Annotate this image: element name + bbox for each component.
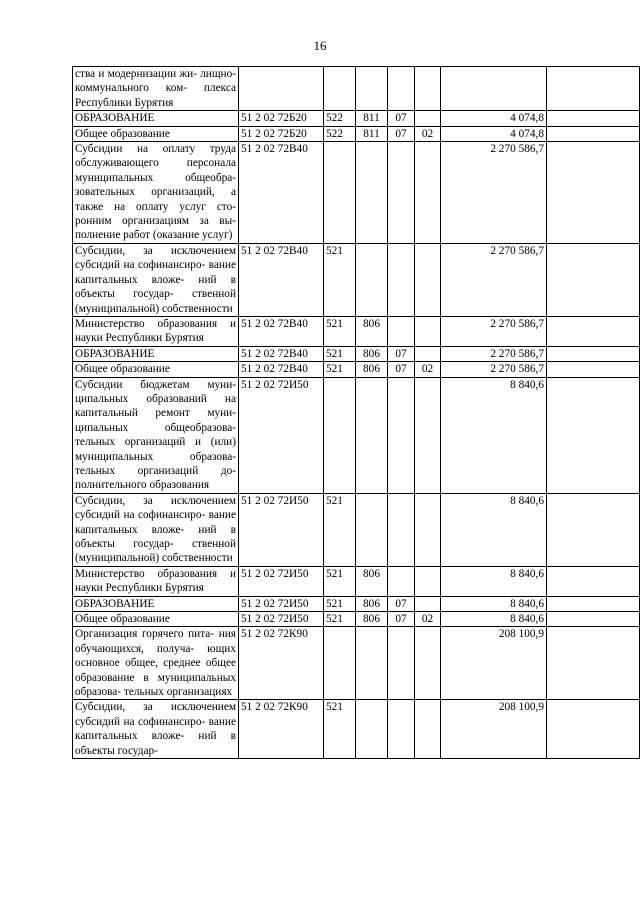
cell-ministry-code	[356, 142, 388, 244]
cell-extra	[547, 612, 640, 627]
cell-name: Общее образование	[73, 126, 239, 141]
cell-amount: 4 074,8	[441, 126, 547, 141]
cell-extra	[547, 316, 640, 346]
cell-ministry-code	[356, 700, 388, 759]
cell-target-article: 51 2 02 72В40	[239, 316, 324, 346]
cell-expense-type: 521	[324, 362, 356, 377]
cell-name: Субсидии на оплату труда обслуживающего персонала муниципальных общеобра- зовательных организаций, а также на оплату услуг сто- ронним организациям за вы- полнение работ (оказание услуг)	[73, 142, 239, 244]
cell-subsection	[415, 493, 441, 566]
cell-section: 07	[388, 596, 415, 611]
cell-amount: 8 840,6	[441, 566, 547, 596]
cell-name: ства и модернизации жи- лищно-коммунального ком- плекса Республики Бурятия	[73, 67, 239, 111]
cell-ministry-code: 806	[356, 362, 388, 377]
cell-ministry-code: 806	[356, 566, 388, 596]
cell-extra	[547, 493, 640, 566]
cell-subsection	[415, 67, 441, 111]
cell-section	[388, 142, 415, 244]
cell-extra	[547, 566, 640, 596]
cell-amount	[441, 67, 547, 111]
cell-amount: 2 270 586,7	[441, 316, 547, 346]
cell-ministry-code: 811	[356, 111, 388, 126]
cell-ministry-code	[356, 243, 388, 316]
cell-subsection	[415, 346, 441, 361]
cell-expense-type: 521	[324, 612, 356, 627]
table-row	[73, 566, 640, 596]
cell-section	[388, 316, 415, 346]
cell-section	[388, 493, 415, 566]
cell-ministry-code: 806	[356, 596, 388, 611]
cell-expense-type: 522	[324, 126, 356, 141]
table-row	[73, 142, 640, 244]
cell-name: ОБРАЗОВАНИЕ	[73, 111, 239, 126]
cell-subsection	[415, 142, 441, 244]
table-row	[73, 111, 640, 126]
cell-name: Министерство образования и науки Республики Бурятия	[73, 566, 239, 596]
table-row	[73, 627, 640, 700]
cell-target-article: 51 2 02 72И50	[239, 493, 324, 566]
table-row	[73, 126, 640, 141]
table-row	[73, 377, 640, 493]
cell-amount: 2 270 586,7	[441, 142, 547, 244]
cell-subsection	[415, 566, 441, 596]
table-row	[73, 67, 640, 111]
cell-extra	[547, 596, 640, 611]
cell-ministry-code: 811	[356, 126, 388, 141]
cell-extra	[547, 346, 640, 361]
cell-section	[388, 627, 415, 700]
cell-section: 07	[388, 111, 415, 126]
cell-section	[388, 566, 415, 596]
cell-extra	[547, 627, 640, 700]
cell-name: Министерство образования и науки Республики Бурятия	[73, 316, 239, 346]
cell-name: ОБРАЗОВАНИЕ	[73, 346, 239, 361]
cell-subsection: 02	[415, 612, 441, 627]
table-row	[73, 596, 640, 611]
cell-amount: 4 074,8	[441, 111, 547, 126]
cell-expense-type: 521	[324, 596, 356, 611]
cell-extra	[547, 700, 640, 759]
cell-amount: 8 840,6	[441, 612, 547, 627]
table-row	[73, 493, 640, 566]
cell-subsection	[415, 316, 441, 346]
cell-ministry-code	[356, 377, 388, 493]
cell-subsection	[415, 243, 441, 316]
table-row	[73, 700, 640, 759]
cell-name: Субсидии бюджетам муни- ципальных образований на капитальный ремонт муни- ципальных общеобразова- тельных организаций и (или) муниципальных образова- тельных организаций до- полнительного образования	[73, 377, 239, 493]
cell-name: Общее образование	[73, 362, 239, 377]
cell-expense-type	[324, 67, 356, 111]
cell-extra	[547, 243, 640, 316]
cell-expense-type: 522	[324, 111, 356, 126]
cell-extra	[547, 377, 640, 493]
cell-extra	[547, 67, 640, 111]
cell-expense-type: 521	[324, 243, 356, 316]
cell-expense-type	[324, 377, 356, 493]
cell-amount: 8 840,6	[441, 596, 547, 611]
cell-subsection: 02	[415, 126, 441, 141]
cell-amount: 2 270 586,7	[441, 243, 547, 316]
cell-section	[388, 243, 415, 316]
cell-target-article: 51 2 02 72И50	[239, 566, 324, 596]
cell-section: 07	[388, 346, 415, 361]
cell-expense-type: 521	[324, 316, 356, 346]
cell-target-article: 51 2 02 72И50	[239, 612, 324, 627]
cell-target-article: 51 2 02 72В40	[239, 346, 324, 361]
cell-subsection	[415, 111, 441, 126]
cell-expense-type	[324, 627, 356, 700]
cell-expense-type: 521	[324, 346, 356, 361]
cell-name: Субсидии, за исключением субсидий на софинансиро- вание капитальных вложе- ний в объекты государ-	[73, 700, 239, 759]
cell-amount: 8 840,6	[441, 493, 547, 566]
cell-section	[388, 67, 415, 111]
cell-name: Субсидии, за исключением субсидий на софинансиро- вание капитальных вложе- ний в объекты государ- ственной (муниципальной) собственности	[73, 493, 239, 566]
table-row	[73, 316, 640, 346]
cell-section	[388, 377, 415, 493]
cell-name: Организация горячего пита- ния обучающихся, получа- ющих основное общее, среднее общее образование в муниципальных образова- тельных организациях	[73, 627, 239, 700]
cell-amount: 208 100,9	[441, 700, 547, 759]
cell-ministry-code	[356, 67, 388, 111]
cell-amount: 2 270 586,7	[441, 362, 547, 377]
cell-target-article: 51 2 02 72Б20	[239, 126, 324, 141]
cell-extra	[547, 142, 640, 244]
cell-section: 07	[388, 362, 415, 377]
cell-subsection	[415, 596, 441, 611]
cell-subsection	[415, 627, 441, 700]
cell-ministry-code: 806	[356, 316, 388, 346]
cell-section	[388, 700, 415, 759]
cell-subsection: 02	[415, 362, 441, 377]
cell-extra	[547, 126, 640, 141]
cell-subsection	[415, 377, 441, 493]
cell-target-article: 51 2 02 72В40	[239, 243, 324, 316]
cell-subsection	[415, 700, 441, 759]
table-row	[73, 362, 640, 377]
cell-extra	[547, 362, 640, 377]
cell-ministry-code: 806	[356, 346, 388, 361]
cell-ministry-code: 806	[356, 612, 388, 627]
cell-target-article: 51 2 02 72И50	[239, 377, 324, 493]
cell-extra	[547, 111, 640, 126]
cell-expense-type: 521	[324, 700, 356, 759]
cell-expense-type	[324, 142, 356, 244]
budget-table	[72, 66, 640, 759]
cell-target-article	[239, 67, 324, 111]
cell-name: Субсидии, за исключением субсидий на софинансиро- вание капитальных вложе- ний в объекты государ- ственной (муниципальной) собственности	[73, 243, 239, 316]
cell-section: 07	[388, 612, 415, 627]
cell-amount: 8 840,6	[441, 377, 547, 493]
cell-section: 07	[388, 126, 415, 141]
cell-expense-type: 521	[324, 493, 356, 566]
cell-ministry-code	[356, 493, 388, 566]
cell-name: Общее образование	[73, 612, 239, 627]
cell-target-article: 51 2 02 72К90	[239, 627, 324, 700]
table-row	[73, 612, 640, 627]
cell-target-article: 51 2 02 72В40	[239, 142, 324, 244]
cell-target-article: 51 2 02 72В40	[239, 362, 324, 377]
table-row	[73, 346, 640, 361]
cell-name: ОБРАЗОВАНИЕ	[73, 596, 239, 611]
cell-amount: 2 270 586,7	[441, 346, 547, 361]
cell-target-article: 51 2 02 72И50	[239, 596, 324, 611]
cell-ministry-code	[356, 627, 388, 700]
cell-target-article: 51 2 02 72Б20	[239, 111, 324, 126]
cell-amount: 208 100,9	[441, 627, 547, 700]
table-row	[73, 243, 640, 316]
cell-target-article: 51 2 02 72К90	[239, 700, 324, 759]
cell-expense-type: 521	[324, 566, 356, 596]
page-number: 16	[313, 38, 327, 53]
